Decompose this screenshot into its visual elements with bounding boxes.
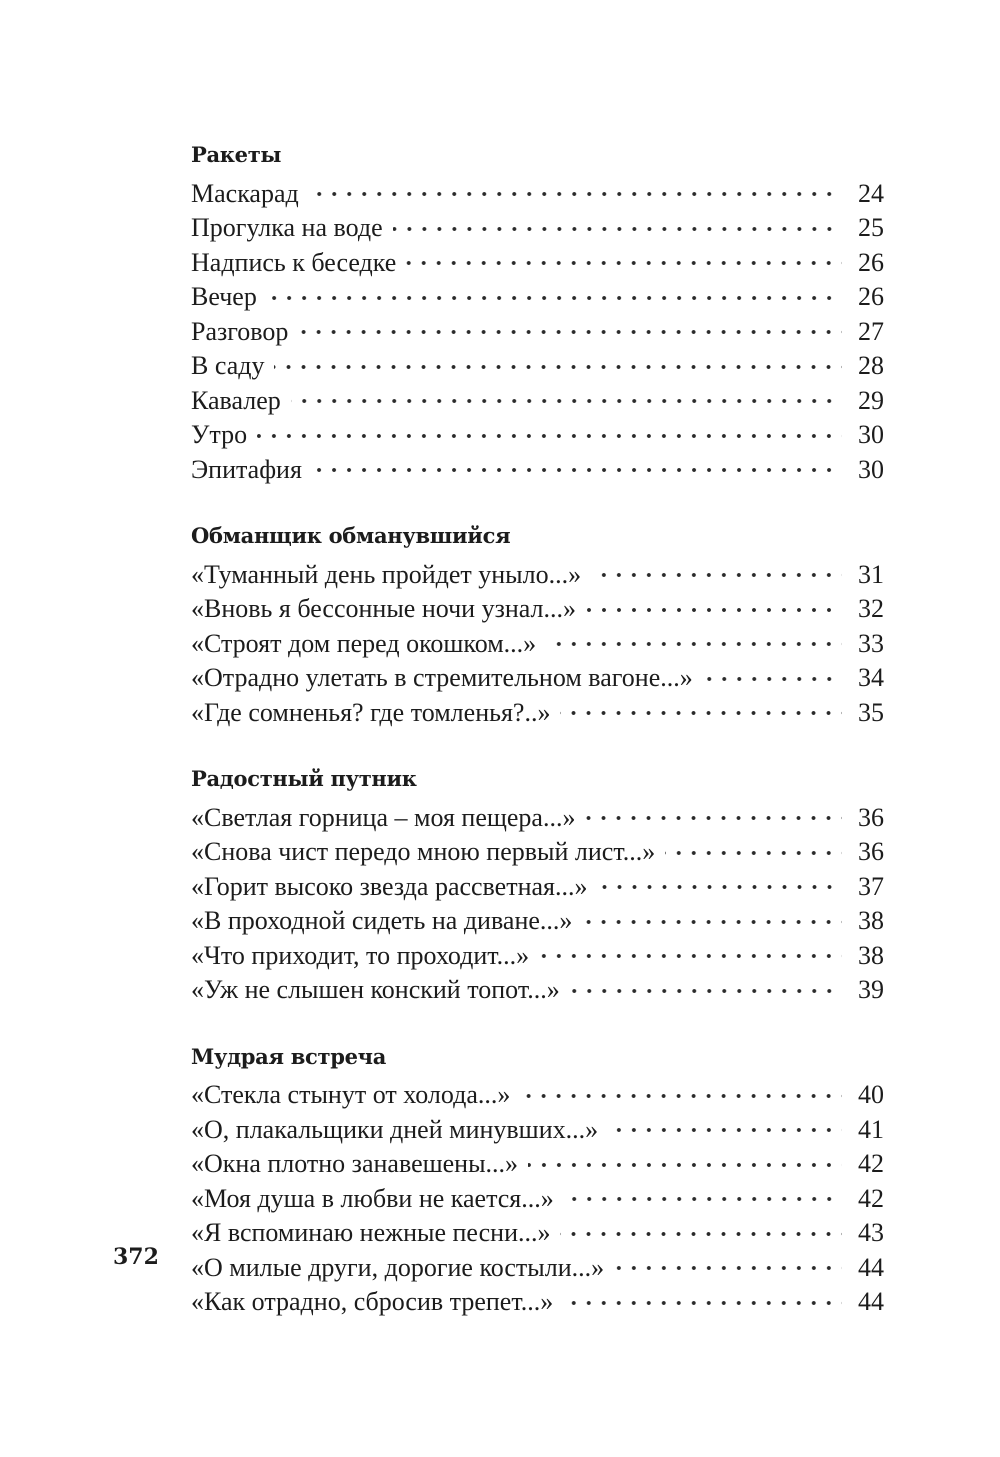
- entry-title: «О, плакальщики дней минувших...»: [191, 1114, 599, 1144]
- toc-entry: [191, 661, 884, 696]
- toc-entry: [191, 801, 884, 836]
- toc-entry: [191, 939, 884, 974]
- entry-page: 42: [858, 1149, 884, 1178]
- dot-leader: [560, 711, 842, 715]
- entry-page: 42: [858, 1183, 884, 1213]
- entry-page: 36: [858, 802, 884, 832]
- entry-page: 30: [858, 420, 884, 449]
- dot-leader: [614, 1266, 842, 1270]
- entry-page: 40: [858, 1080, 884, 1109]
- entry-page: 26: [858, 247, 884, 277]
- entry-title: «Где сомненья? где томленья?..»: [191, 697, 551, 727]
- section-title: Обманщик обманувшийся: [191, 523, 511, 548]
- dot-leader: [546, 642, 842, 646]
- dot-leader: [298, 330, 842, 334]
- dot-leader: [539, 954, 842, 958]
- toc-entry: [191, 211, 884, 246]
- toc-entry: [191, 973, 884, 1008]
- entry-title: Эпитафия: [191, 454, 302, 484]
- dot-leader: [257, 434, 842, 438]
- dot-leader: [312, 468, 842, 472]
- toc-entry: [191, 558, 884, 593]
- dot-leader: [291, 399, 842, 403]
- entry-title: Маскарад: [191, 178, 299, 208]
- toc-entry: [191, 1147, 884, 1182]
- entry-title: «Моя душа в любви не кается...»: [191, 1183, 554, 1213]
- entry-page: 34: [858, 663, 884, 692]
- entry-page: 24: [858, 178, 884, 208]
- toc-section: [191, 762, 884, 1008]
- entry-page: 38: [858, 906, 884, 935]
- entry-page: 43: [858, 1218, 884, 1247]
- dot-leader: [703, 677, 842, 681]
- entry-page: 30: [858, 454, 884, 484]
- toc-entry: [191, 592, 884, 627]
- dot-leader: [608, 1128, 842, 1132]
- dot-leader: [591, 573, 842, 577]
- toc-section: [191, 1040, 884, 1320]
- dot-leader: [406, 261, 842, 265]
- toc-entry: [191, 1251, 884, 1286]
- dot-leader: [560, 1232, 842, 1236]
- dot-leader: [309, 192, 842, 196]
- entry-title: «Горит высоко звезда рассветная...»: [191, 871, 588, 901]
- dot-leader: [598, 885, 843, 889]
- dot-leader: [393, 227, 842, 231]
- entry-title: «Уж не слышен конский топот...»: [191, 975, 560, 1004]
- entry-page: 38: [858, 940, 884, 970]
- dot-leader: [665, 851, 842, 855]
- entry-title: «Туманный день пройдет уныло...»: [191, 559, 582, 589]
- entry-title: «Я вспоминаю нежные песни...»: [191, 1218, 551, 1247]
- entry-title: «Окна плотно занавешены...»: [191, 1149, 519, 1178]
- toc-entry: [191, 696, 884, 731]
- section-title: Радостный путник: [191, 766, 417, 791]
- entry-title: Утро: [191, 420, 248, 449]
- entry-page: 28: [858, 351, 884, 380]
- dot-leader: [563, 1301, 842, 1305]
- entry-page: 36: [858, 837, 884, 866]
- dot-leader: [520, 1094, 842, 1098]
- entry-title: Вечер: [191, 282, 257, 311]
- toc-entry: [191, 280, 884, 315]
- entry-title: «Что приходит, то проходит...»: [191, 940, 530, 970]
- toc-entry: [191, 627, 884, 662]
- entry-title: Прогулка на воде: [191, 213, 383, 242]
- entry-title: «Вновь я бессонные ночи узнал...»: [191, 594, 576, 623]
- toc-entry: [191, 384, 884, 419]
- toc-entry: [191, 1078, 884, 1113]
- toc-entry: [191, 418, 884, 453]
- toc-entry: [191, 1182, 884, 1217]
- toc-entry: [191, 835, 884, 870]
- table-of-contents: [191, 138, 884, 1352]
- entry-title: В саду: [191, 351, 265, 380]
- toc-entry: [191, 1285, 884, 1320]
- entry-title: «Как отрадно, сбросив трепет...»: [191, 1287, 554, 1316]
- entry-page: 26: [858, 282, 884, 311]
- section-title: Мудрая встреча: [191, 1043, 387, 1069]
- entry-title: «Снова чист передо мною первый лист...»: [191, 837, 656, 866]
- section-title: Ракеты: [191, 142, 282, 167]
- entry-page: 44: [858, 1287, 884, 1316]
- entry-page: 31: [858, 559, 884, 589]
- toc-entry: [191, 246, 884, 281]
- toc-entry: [191, 1113, 884, 1148]
- toc-entry: [191, 904, 884, 939]
- toc-section: [191, 519, 884, 730]
- entry-title: Кавалер: [191, 385, 281, 415]
- entry-page: 29: [858, 385, 884, 415]
- entry-page: 44: [858, 1252, 884, 1282]
- entry-page: 39: [858, 975, 884, 1004]
- toc-section: [191, 138, 884, 487]
- entry-page: 33: [858, 628, 884, 658]
- entry-page: 27: [858, 316, 884, 346]
- entry-title: Надпись к беседке: [191, 247, 397, 277]
- toc-entry: [191, 1216, 884, 1251]
- dot-leader: [582, 920, 842, 924]
- page-number: 372: [113, 1244, 159, 1270]
- toc-entry: [191, 453, 884, 488]
- entry-page: 37: [858, 871, 884, 901]
- dot-leader: [586, 608, 842, 612]
- dot-leader: [528, 1163, 842, 1167]
- entry-page: 25: [858, 213, 884, 242]
- toc-entry: [191, 315, 884, 350]
- dot-leader: [564, 1197, 842, 1201]
- toc-entry: [191, 177, 884, 212]
- entry-title: «Светлая горница – моя пещера...»: [191, 802, 576, 832]
- entry-title: «Стекла стынут от холода...»: [191, 1080, 511, 1109]
- dot-leader: [274, 365, 842, 369]
- entry-page: 35: [858, 697, 884, 727]
- entry-title: «Отрадно улетать в стремительном вагоне...»: [191, 663, 693, 692]
- toc-entry: [191, 870, 884, 905]
- entry-title: «Строят дом перед окошком...»: [191, 628, 537, 658]
- toc-entry: [191, 349, 884, 384]
- entry-page: 32: [858, 594, 884, 623]
- dot-leader: [267, 296, 842, 300]
- entry-title: «В проходной сидеть на диване...»: [191, 906, 573, 935]
- entry-title: «О милые други, дорогие костыли...»: [191, 1252, 605, 1282]
- dot-leader: [585, 816, 842, 820]
- entry-page: 41: [858, 1114, 884, 1144]
- dot-leader: [570, 989, 842, 993]
- entry-title: Разговор: [191, 316, 289, 346]
